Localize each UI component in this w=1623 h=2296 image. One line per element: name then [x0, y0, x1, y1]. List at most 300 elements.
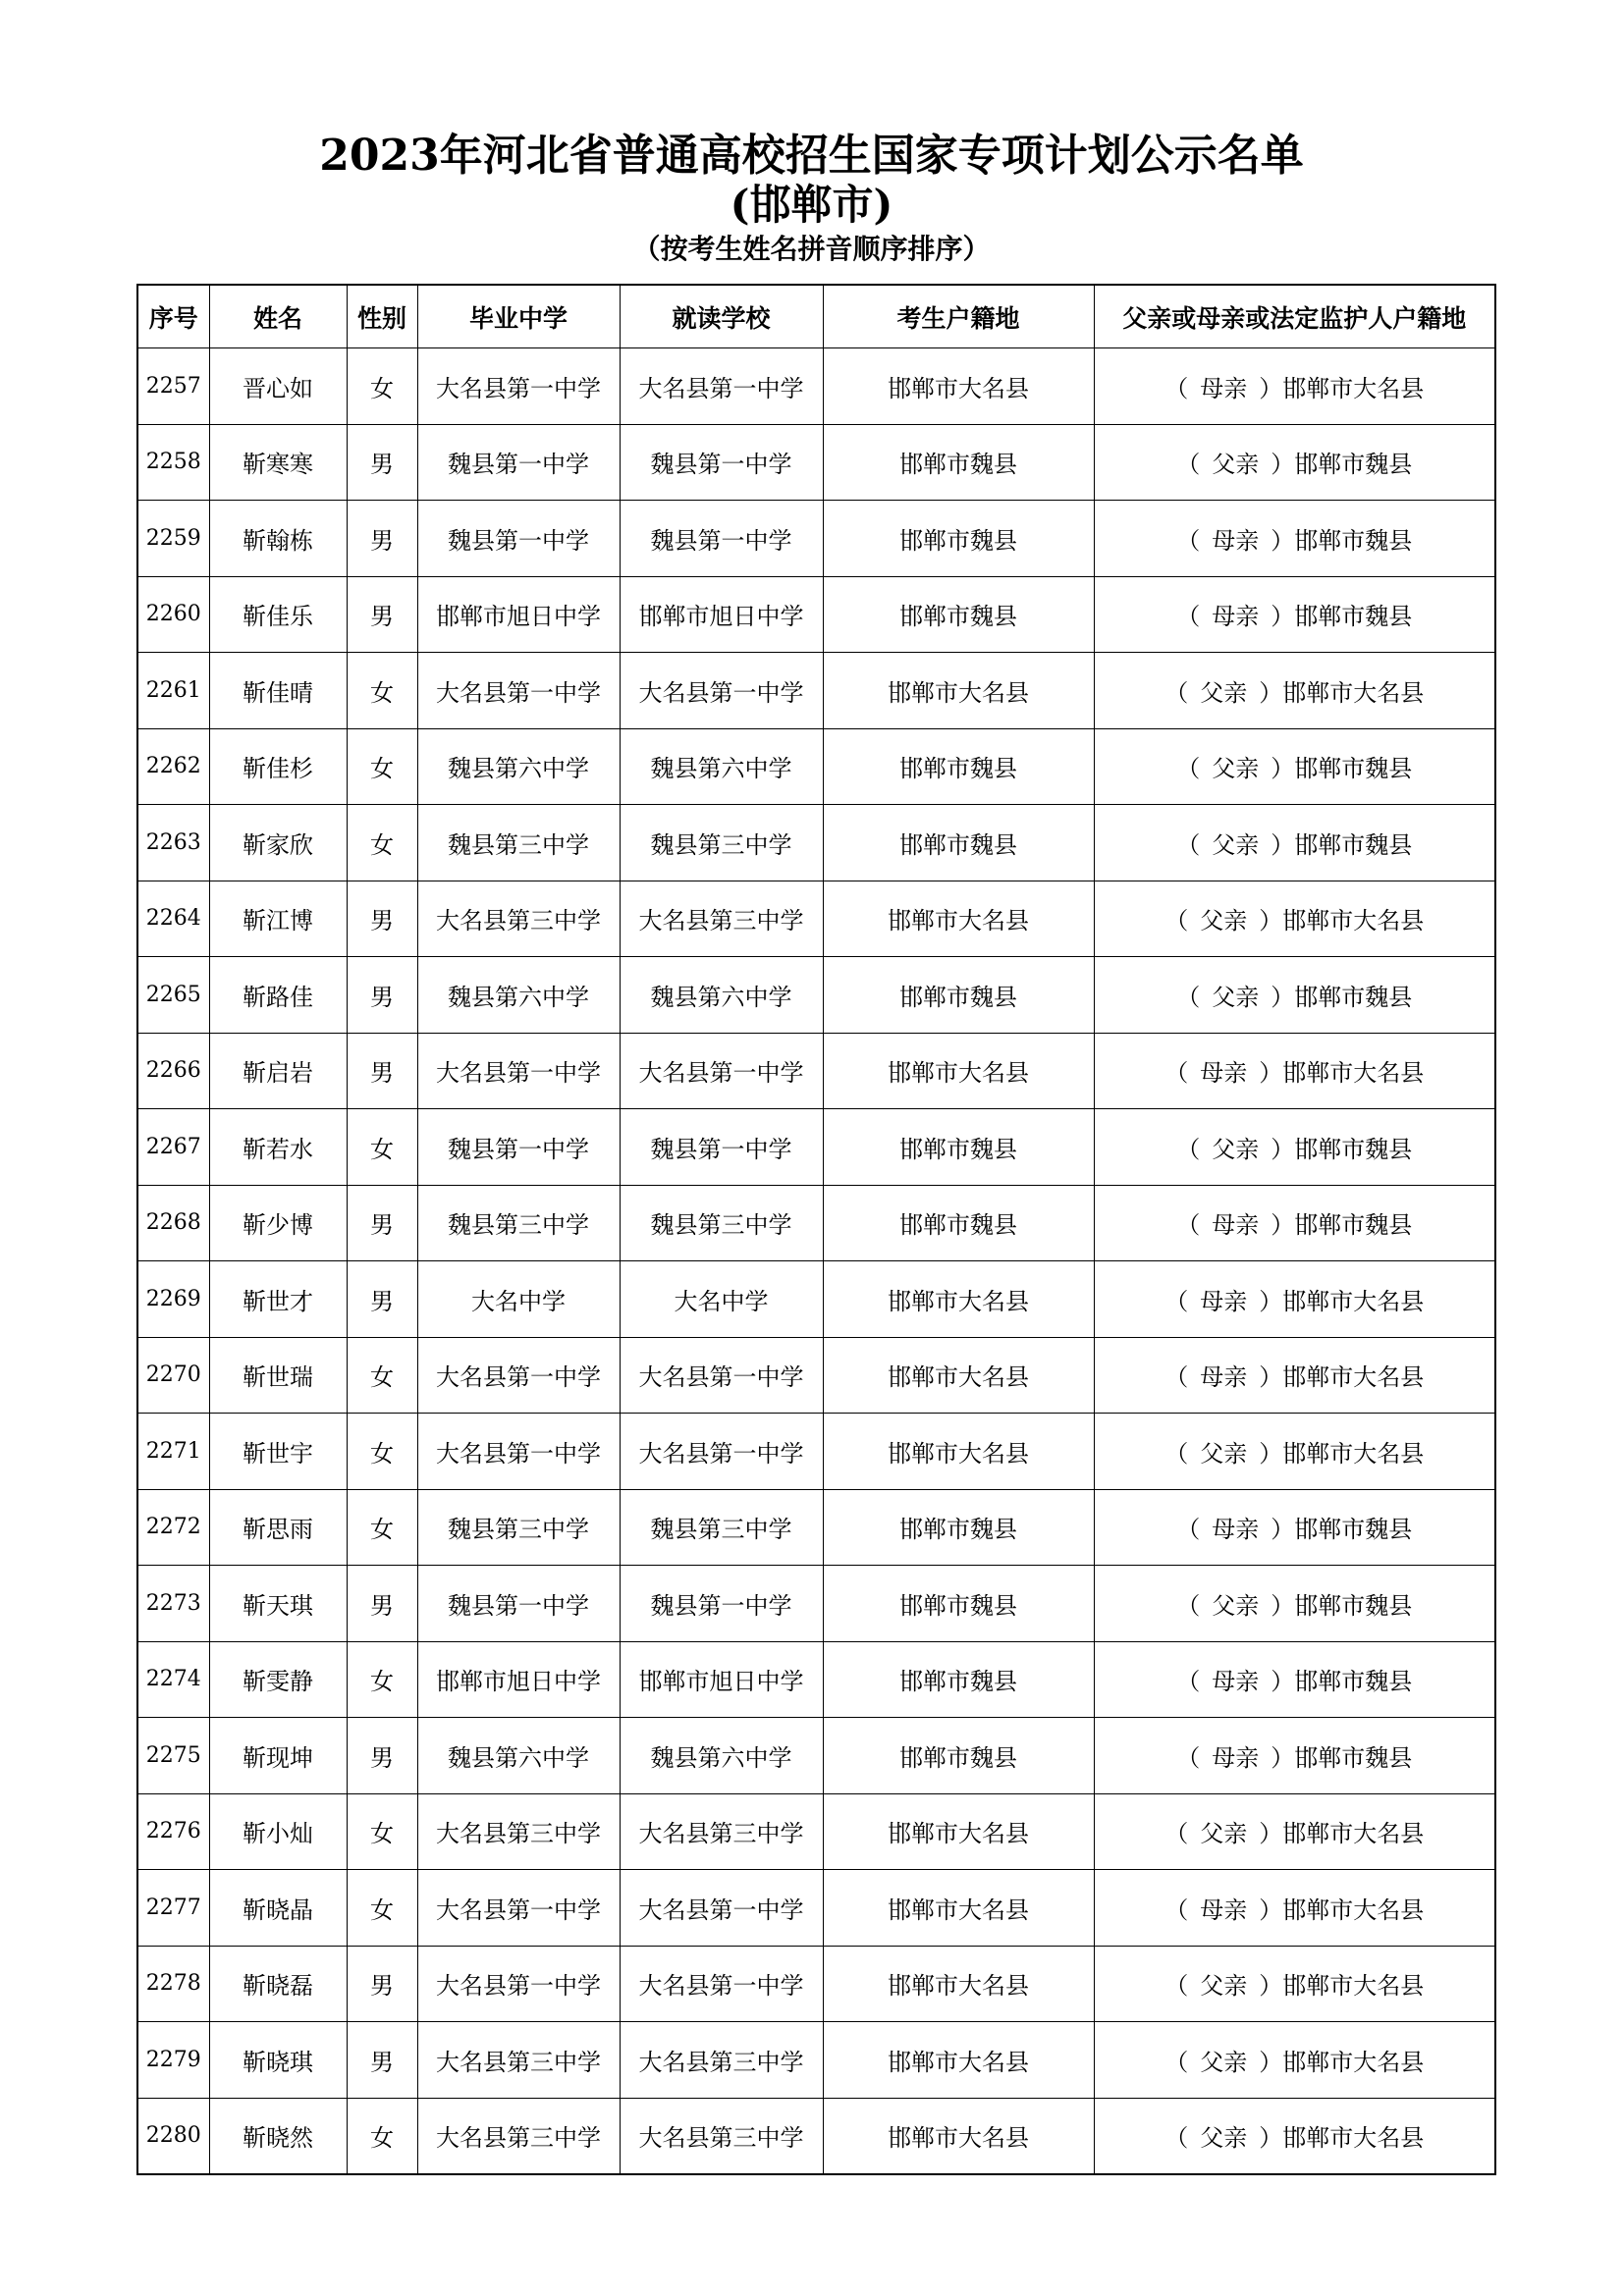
parent-relation: 母亲 — [1212, 1516, 1260, 1544]
table-row — [137, 881, 1495, 957]
paren-close: ） — [1259, 1363, 1283, 1392]
cell-gender: 女 — [347, 1489, 417, 1566]
document-title: 2023年河北省普通高校招生国家专项计划公示名单 — [319, 131, 1304, 181]
table-row — [137, 1718, 1495, 1794]
cell-current-school: 魏县第三中学 — [620, 805, 823, 881]
cell-graduation-school: 魏县第一中学 — [417, 1566, 620, 1642]
cell-graduation-school: 大名县第三中学 — [417, 1793, 620, 1870]
paren-close: ） — [1271, 755, 1295, 783]
parent-relation: 父亲 — [1212, 451, 1260, 479]
cell-student-hukou: 邯郸市魏县 — [823, 728, 1094, 805]
cell-parent-hukou — [1094, 501, 1495, 577]
paren-open: （ — [1176, 451, 1201, 479]
parent-relation: 父亲 — [1212, 830, 1260, 859]
cell-parent-hukou — [1094, 1033, 1495, 1109]
parent-hukou-place: 邯郸市大名县 — [1282, 1896, 1425, 1924]
cell-number: 2258 — [137, 424, 209, 501]
paren-open: （ — [1164, 374, 1189, 402]
cell-current-school: 魏县第三中学 — [620, 1185, 823, 1261]
cell-name: 靳江博 — [209, 881, 347, 957]
paren-close: ） — [1259, 1287, 1283, 1315]
cell-graduation-school: 邯郸市旭日中学 — [417, 576, 620, 653]
cell-parent-hukou — [1094, 1109, 1495, 1186]
cell-number: 2261 — [137, 653, 209, 729]
cell-current-school: 大名县第三中学 — [620, 1793, 823, 1870]
parent-relation: 母亲 — [1212, 1211, 1260, 1240]
cell-student-hukou: 邯郸市大名县 — [823, 2098, 1094, 2174]
cell-gender: 男 — [347, 1718, 417, 1794]
table-row — [137, 728, 1495, 805]
cell-student-hukou: 邯郸市魏县 — [823, 1489, 1094, 1566]
table-row — [137, 957, 1495, 1034]
cell-number: 2265 — [137, 957, 209, 1034]
cell-graduation-school: 魏县第一中学 — [417, 1109, 620, 1186]
paren-open: （ — [1164, 1059, 1189, 1088]
cell-parent-hukou — [1094, 1566, 1495, 1642]
paren-close: ） — [1271, 1743, 1295, 1772]
cell-student-hukou: 邯郸市大名县 — [823, 348, 1094, 425]
cell-current-school: 大名县第一中学 — [620, 653, 823, 729]
paren-close: ） — [1259, 1972, 1283, 2001]
cell-number: 2263 — [137, 805, 209, 881]
table-header-row — [137, 285, 1495, 348]
table-row — [137, 1793, 1495, 1870]
cell-parent-hukou — [1094, 424, 1495, 501]
paren-open: （ — [1164, 678, 1189, 707]
column-header-graduation-school: 毕业中学 — [417, 285, 620, 348]
column-header-name: 姓名 — [209, 285, 347, 348]
table-row — [137, 2098, 1495, 2174]
cell-name: 靳佳乐 — [209, 576, 347, 653]
parent-relation: 母亲 — [1212, 526, 1260, 555]
cell-current-school: 魏县第六中学 — [620, 1718, 823, 1794]
cell-graduation-school: 魏县第三中学 — [417, 805, 620, 881]
cell-graduation-school: 魏县第六中学 — [417, 957, 620, 1034]
table-row — [137, 501, 1495, 577]
cell-student-hukou: 邯郸市魏县 — [823, 957, 1094, 1034]
cell-graduation-school: 大名县第三中学 — [417, 2098, 620, 2174]
cell-number: 2260 — [137, 576, 209, 653]
parent-hukou-place: 邯郸市魏县 — [1294, 830, 1413, 859]
paren-close: ） — [1259, 678, 1283, 707]
parent-relation: 父亲 — [1200, 678, 1248, 707]
cell-graduation-school: 大名县第一中学 — [417, 1414, 620, 1490]
parent-hukou-place: 邯郸市魏县 — [1294, 1211, 1413, 1240]
column-header-current-school: 就读学校 — [620, 285, 823, 348]
parent-relation: 母亲 — [1212, 1743, 1260, 1772]
parent-relation: 父亲 — [1200, 2048, 1248, 2076]
cell-name: 靳小灿 — [209, 1793, 347, 1870]
cell-gender: 男 — [347, 1261, 417, 1338]
cell-number: 2275 — [137, 1718, 209, 1794]
cell-parent-hukou — [1094, 881, 1495, 957]
cell-gender: 男 — [347, 576, 417, 653]
table-row — [137, 1946, 1495, 2022]
cell-current-school: 魏县第一中学 — [620, 424, 823, 501]
cell-parent-hukou — [1094, 576, 1495, 653]
cell-gender: 女 — [347, 1109, 417, 1186]
cell-parent-hukou — [1094, 1337, 1495, 1414]
paren-open: （ — [1176, 1668, 1201, 1696]
parent-hukou-place: 邯郸市大名县 — [1282, 907, 1425, 935]
paren-close: ） — [1271, 451, 1295, 479]
paren-open: （ — [1176, 1516, 1201, 1544]
cell-number: 2259 — [137, 501, 209, 577]
cell-gender: 女 — [347, 1337, 417, 1414]
cell-gender: 男 — [347, 2022, 417, 2099]
cell-graduation-school: 大名县第一中学 — [417, 1033, 620, 1109]
cell-graduation-school: 大名县第一中学 — [417, 1870, 620, 1947]
paren-open: （ — [1176, 983, 1201, 1011]
cell-graduation-school: 大名县第三中学 — [417, 881, 620, 957]
cell-name: 靳路佳 — [209, 957, 347, 1034]
parent-hukou-place: 邯郸市魏县 — [1294, 451, 1413, 479]
cell-current-school: 魏县第一中学 — [620, 501, 823, 577]
cell-current-school: 大名县第三中学 — [620, 2022, 823, 2099]
parent-hukou-place: 邯郸市大名县 — [1282, 2124, 1425, 2153]
cell-student-hukou: 邯郸市魏县 — [823, 1109, 1094, 1186]
paren-open: （ — [1164, 1287, 1189, 1315]
table-row — [137, 1261, 1495, 1338]
cell-name: 靳雯静 — [209, 1641, 347, 1718]
paren-open: （ — [1176, 830, 1201, 859]
parent-relation: 母亲 — [1200, 1287, 1248, 1315]
paren-close: ） — [1271, 526, 1295, 555]
parent-hukou-place: 邯郸市大名县 — [1282, 678, 1425, 707]
parent-hukou-place: 邯郸市大名县 — [1282, 1363, 1425, 1392]
document-sort-note: （按考生姓名拼音顺序排序） — [632, 233, 991, 265]
paren-open: （ — [1176, 526, 1201, 555]
document-subtitle-city: (邯郸市) — [730, 181, 893, 229]
paren-open: （ — [1164, 1820, 1189, 1848]
cell-student-hukou: 邯郸市大名县 — [823, 2022, 1094, 2099]
cell-student-hukou: 邯郸市魏县 — [823, 501, 1094, 577]
cell-student-hukou: 邯郸市大名县 — [823, 1033, 1094, 1109]
cell-gender: 男 — [347, 881, 417, 957]
cell-gender: 男 — [347, 1033, 417, 1109]
paren-open: （ — [1164, 2124, 1189, 2153]
table-row — [137, 1870, 1495, 1947]
cell-name: 靳晓然 — [209, 2098, 347, 2174]
paren-open: （ — [1176, 755, 1201, 783]
paren-close: ） — [1271, 1591, 1295, 1620]
paren-open: （ — [1164, 907, 1189, 935]
parent-hukou-place: 邯郸市大名县 — [1282, 1972, 1425, 2001]
cell-name: 靳世才 — [209, 1261, 347, 1338]
cell-gender: 女 — [347, 1870, 417, 1947]
parent-hukou-place: 邯郸市大名县 — [1282, 2048, 1425, 2076]
parent-hukou-place: 邯郸市大名县 — [1282, 1439, 1425, 1468]
cell-graduation-school: 魏县第三中学 — [417, 1489, 620, 1566]
column-header-parent-hukou: 父亲或母亲或法定监护人户籍地 — [1094, 285, 1495, 348]
cell-parent-hukou — [1094, 1718, 1495, 1794]
paren-close: ） — [1271, 983, 1295, 1011]
column-header-number: 序号 — [137, 285, 209, 348]
parent-hukou-place: 邯郸市魏县 — [1294, 1743, 1413, 1772]
cell-graduation-school: 魏县第六中学 — [417, 728, 620, 805]
cell-name: 靳晓磊 — [209, 1946, 347, 2022]
cell-gender: 男 — [347, 501, 417, 577]
cell-student-hukou: 邯郸市魏县 — [823, 576, 1094, 653]
parent-hukou-place: 邯郸市大名县 — [1282, 1287, 1425, 1315]
cell-name: 靳晓晶 — [209, 1870, 347, 1947]
cell-gender: 女 — [347, 1641, 417, 1718]
parent-relation: 父亲 — [1200, 2124, 1248, 2153]
parent-hukou-place: 邯郸市魏县 — [1294, 526, 1413, 555]
paren-close: ） — [1271, 1135, 1295, 1163]
cell-parent-hukou — [1094, 957, 1495, 1034]
paren-open: （ — [1176, 1743, 1201, 1772]
cell-name: 靳世宇 — [209, 1414, 347, 1490]
cell-parent-hukou — [1094, 1489, 1495, 1566]
cell-gender: 男 — [347, 1946, 417, 2022]
paren-open: （ — [1164, 1363, 1189, 1392]
cell-parent-hukou — [1094, 1870, 1495, 1947]
cell-name: 靳翰栋 — [209, 501, 347, 577]
table-row — [137, 653, 1495, 729]
roster-table — [136, 284, 1496, 2175]
cell-student-hukou: 邯郸市魏县 — [823, 424, 1094, 501]
cell-parent-hukou — [1094, 2098, 1495, 2174]
column-header-gender: 性别 — [347, 285, 417, 348]
cell-parent-hukou — [1094, 1261, 1495, 1338]
cell-graduation-school: 大名县第一中学 — [417, 653, 620, 729]
cell-name: 靳世瑞 — [209, 1337, 347, 1414]
table-row — [137, 1641, 1495, 1718]
paren-open: （ — [1164, 2048, 1189, 2076]
table-row — [137, 1033, 1495, 1109]
parent-relation: 母亲 — [1200, 1059, 1248, 1088]
cell-student-hukou: 邯郸市魏县 — [823, 805, 1094, 881]
cell-current-school: 魏县第一中学 — [620, 1566, 823, 1642]
parent-hukou-place: 邯郸市魏县 — [1294, 1135, 1413, 1163]
cell-name: 靳少博 — [209, 1185, 347, 1261]
cell-name: 靳现坤 — [209, 1718, 347, 1794]
cell-gender: 女 — [347, 1414, 417, 1490]
cell-parent-hukou — [1094, 1641, 1495, 1718]
table-row — [137, 1566, 1495, 1642]
cell-student-hukou: 邯郸市大名县 — [823, 1337, 1094, 1414]
cell-name: 晋心如 — [209, 348, 347, 425]
cell-current-school: 大名县第一中学 — [620, 1946, 823, 2022]
parent-relation: 父亲 — [1200, 1439, 1248, 1468]
column-header-student-hukou: 考生户籍地 — [823, 285, 1094, 348]
cell-current-school: 大名县第一中学 — [620, 1033, 823, 1109]
parent-hukou-place: 邯郸市魏县 — [1294, 1516, 1413, 1544]
parent-relation: 母亲 — [1200, 1363, 1248, 1392]
cell-graduation-school: 魏县第三中学 — [417, 1185, 620, 1261]
cell-graduation-school: 大名县第一中学 — [417, 1946, 620, 2022]
parent-relation: 父亲 — [1212, 1591, 1260, 1620]
cell-gender: 男 — [347, 424, 417, 501]
parent-relation: 父亲 — [1212, 983, 1260, 1011]
cell-number: 2269 — [137, 1261, 209, 1338]
cell-parent-hukou — [1094, 653, 1495, 729]
cell-gender: 男 — [347, 1185, 417, 1261]
cell-name: 靳若水 — [209, 1109, 347, 1186]
table-row — [137, 1414, 1495, 1490]
paren-close: ） — [1271, 1516, 1295, 1544]
cell-name: 靳天琪 — [209, 1566, 347, 1642]
cell-student-hukou: 邯郸市魏县 — [823, 1641, 1094, 1718]
parent-relation: 母亲 — [1212, 603, 1260, 631]
cell-number: 2273 — [137, 1566, 209, 1642]
paren-close: ） — [1259, 1820, 1283, 1848]
cell-number: 2266 — [137, 1033, 209, 1109]
paren-open: （ — [1176, 1135, 1201, 1163]
cell-current-school: 大名县第三中学 — [620, 2098, 823, 2174]
table-row — [137, 1337, 1495, 1414]
parent-relation: 母亲 — [1200, 374, 1248, 402]
cell-name: 靳佳杉 — [209, 728, 347, 805]
cell-current-school: 大名中学 — [620, 1261, 823, 1338]
table-row — [137, 348, 1495, 425]
paren-close: ） — [1271, 1668, 1295, 1696]
cell-number: 2264 — [137, 881, 209, 957]
table-row — [137, 1109, 1495, 1186]
paren-open: （ — [1164, 1896, 1189, 1924]
cell-gender: 女 — [347, 1793, 417, 1870]
cell-current-school: 魏县第三中学 — [620, 1489, 823, 1566]
cell-number: 2274 — [137, 1641, 209, 1718]
table-body — [137, 348, 1495, 2175]
cell-student-hukou: 邯郸市大名县 — [823, 1870, 1094, 1947]
cell-parent-hukou — [1094, 805, 1495, 881]
parent-relation: 父亲 — [1200, 907, 1248, 935]
table-row — [137, 1185, 1495, 1261]
cell-student-hukou: 邯郸市魏县 — [823, 1566, 1094, 1642]
cell-student-hukou: 邯郸市大名县 — [823, 653, 1094, 729]
parent-relation: 父亲 — [1212, 1135, 1260, 1163]
cell-name: 靳佳晴 — [209, 653, 347, 729]
cell-current-school: 大名县第三中学 — [620, 881, 823, 957]
parent-hukou-place: 邯郸市魏县 — [1294, 1668, 1413, 1696]
cell-gender: 女 — [347, 805, 417, 881]
cell-current-school: 大名县第一中学 — [620, 1337, 823, 1414]
paren-close: ） — [1271, 830, 1295, 859]
cell-graduation-school: 大名县第三中学 — [417, 2022, 620, 2099]
parent-relation: 父亲 — [1212, 755, 1260, 783]
cell-current-school: 大名县第一中学 — [620, 348, 823, 425]
parent-relation: 父亲 — [1200, 1820, 1248, 1848]
paren-open: （ — [1176, 1211, 1201, 1240]
paren-close: ） — [1259, 907, 1283, 935]
cell-parent-hukou — [1094, 1185, 1495, 1261]
cell-parent-hukou — [1094, 2022, 1495, 2099]
cell-name: 靳思雨 — [209, 1489, 347, 1566]
cell-gender: 女 — [347, 2098, 417, 2174]
paren-open: （ — [1164, 1439, 1189, 1468]
parent-relation: 父亲 — [1200, 1972, 1248, 2001]
cell-gender: 女 — [347, 728, 417, 805]
parent-hukou-place: 邯郸市大名县 — [1282, 374, 1425, 402]
cell-student-hukou: 邯郸市大名县 — [823, 1261, 1094, 1338]
paren-close: ） — [1271, 1211, 1295, 1240]
cell-student-hukou: 邯郸市大名县 — [823, 881, 1094, 957]
cell-current-school: 邯郸市旭日中学 — [620, 576, 823, 653]
cell-graduation-school: 魏县第六中学 — [417, 1718, 620, 1794]
cell-graduation-school: 邯郸市旭日中学 — [417, 1641, 620, 1718]
cell-graduation-school: 大名县第一中学 — [417, 348, 620, 425]
cell-number: 2267 — [137, 1109, 209, 1186]
cell-parent-hukou — [1094, 728, 1495, 805]
parent-hukou-place: 邯郸市大名县 — [1282, 1059, 1425, 1088]
paren-open: （ — [1164, 1972, 1189, 2001]
cell-student-hukou: 邯郸市魏县 — [823, 1185, 1094, 1261]
cell-current-school: 大名县第一中学 — [620, 1870, 823, 1947]
cell-number: 2270 — [137, 1337, 209, 1414]
table-row — [137, 805, 1495, 881]
parent-hukou-place: 邯郸市魏县 — [1294, 603, 1413, 631]
cell-current-school: 魏县第六中学 — [620, 957, 823, 1034]
cell-number: 2268 — [137, 1185, 209, 1261]
table-row — [137, 1489, 1495, 1566]
cell-current-school: 魏县第六中学 — [620, 728, 823, 805]
cell-student-hukou: 邯郸市大名县 — [823, 1793, 1094, 1870]
cell-gender: 男 — [347, 957, 417, 1034]
paren-close: ） — [1271, 603, 1295, 631]
cell-number: 2280 — [137, 2098, 209, 2174]
paren-close: ） — [1259, 1439, 1283, 1468]
cell-current-school: 魏县第一中学 — [620, 1109, 823, 1186]
cell-graduation-school: 魏县第一中学 — [417, 424, 620, 501]
cell-graduation-school: 魏县第一中学 — [417, 501, 620, 577]
cell-current-school: 邯郸市旭日中学 — [620, 1641, 823, 1718]
cell-number: 2279 — [137, 2022, 209, 2099]
paren-open: （ — [1176, 1591, 1201, 1620]
cell-number: 2276 — [137, 1793, 209, 1870]
cell-gender: 女 — [347, 348, 417, 425]
parent-hukou-place: 邯郸市魏县 — [1294, 755, 1413, 783]
paren-close: ） — [1259, 1059, 1283, 1088]
cell-number: 2278 — [137, 1946, 209, 2022]
cell-current-school: 大名县第一中学 — [620, 1414, 823, 1490]
cell-number: 2272 — [137, 1489, 209, 1566]
parent-hukou-place: 邯郸市魏县 — [1294, 1591, 1413, 1620]
cell-number: 2257 — [137, 348, 209, 425]
cell-student-hukou: 邯郸市大名县 — [823, 1414, 1094, 1490]
cell-parent-hukou — [1094, 1793, 1495, 1870]
cell-parent-hukou — [1094, 348, 1495, 425]
cell-graduation-school: 大名中学 — [417, 1261, 620, 1338]
cell-number: 2277 — [137, 1870, 209, 1947]
cell-name: 靳寒寒 — [209, 424, 347, 501]
cell-gender: 男 — [347, 1566, 417, 1642]
cell-parent-hukou — [1094, 1946, 1495, 2022]
cell-parent-hukou — [1094, 1414, 1495, 1490]
table-row — [137, 576, 1495, 653]
cell-gender: 女 — [347, 653, 417, 729]
paren-close: ） — [1259, 1896, 1283, 1924]
cell-number: 2262 — [137, 728, 209, 805]
parent-relation: 母亲 — [1200, 1896, 1248, 1924]
parent-hukou-place: 邯郸市魏县 — [1294, 983, 1413, 1011]
cell-name: 靳晓琪 — [209, 2022, 347, 2099]
cell-student-hukou: 邯郸市大名县 — [823, 1946, 1094, 2022]
cell-number: 2271 — [137, 1414, 209, 1490]
table-row — [137, 424, 1495, 501]
parent-relation: 母亲 — [1212, 1668, 1260, 1696]
paren-close: ） — [1259, 2124, 1283, 2153]
paren-open: （ — [1176, 603, 1201, 631]
cell-student-hukou: 邯郸市魏县 — [823, 1718, 1094, 1794]
cell-name: 靳家欣 — [209, 805, 347, 881]
paren-close: ） — [1259, 374, 1283, 402]
cell-graduation-school: 大名县第一中学 — [417, 1337, 620, 1414]
table-row — [137, 2022, 1495, 2099]
cell-name: 靳启岩 — [209, 1033, 347, 1109]
parent-hukou-place: 邯郸市大名县 — [1282, 1820, 1425, 1848]
